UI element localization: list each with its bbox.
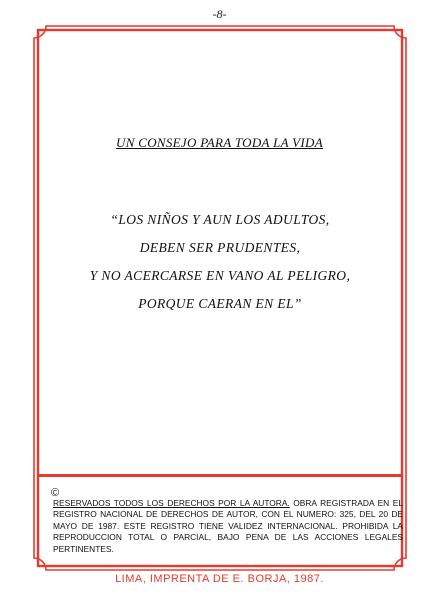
reserved-rights: RESERVADOS TODOS LOS DERECHOS POR LA AUTORA. [53, 498, 290, 508]
heading: UN CONSEJO PARA TODA LA VIDA [116, 135, 323, 150]
printer-signature: LIMA, IMPRENTA DE E. BORJA, 1987. [115, 573, 324, 585]
quote [40, 206, 400, 318]
legal-text: OBRA REGISTRADA EN EL REGISTRO NACIONAL DE DERECHOS DE AUTOR, CON EL NUMERO: 325, DEL 20 DE MAYO DE 1987. ESTE REGISTRO TIENE VALIDEZ INTERNACIONAL. PROHIBIDA LA REPRODUCCION TOTAL O PARCIAL, BAJO PENA DE LAS ACCIONES LEGALES PERTINENTES. [53, 498, 403, 554]
legal-notice [53, 498, 403, 555]
quote-line: Y NO ACERCARSE EN VANO AL PELIGRO, [89, 268, 351, 283]
page-number: -8- [212, 7, 227, 21]
quote-line: DEBEN SER PRUDENTES, [139, 240, 301, 255]
quote-line: PORQUE CAERAN EN EL” [138, 296, 302, 311]
quote-line: “LOS NIÑOS Y AUN LOS ADULTOS, [110, 212, 330, 227]
separator-bar [38, 474, 402, 477]
copyright-icon: © [51, 487, 60, 499]
